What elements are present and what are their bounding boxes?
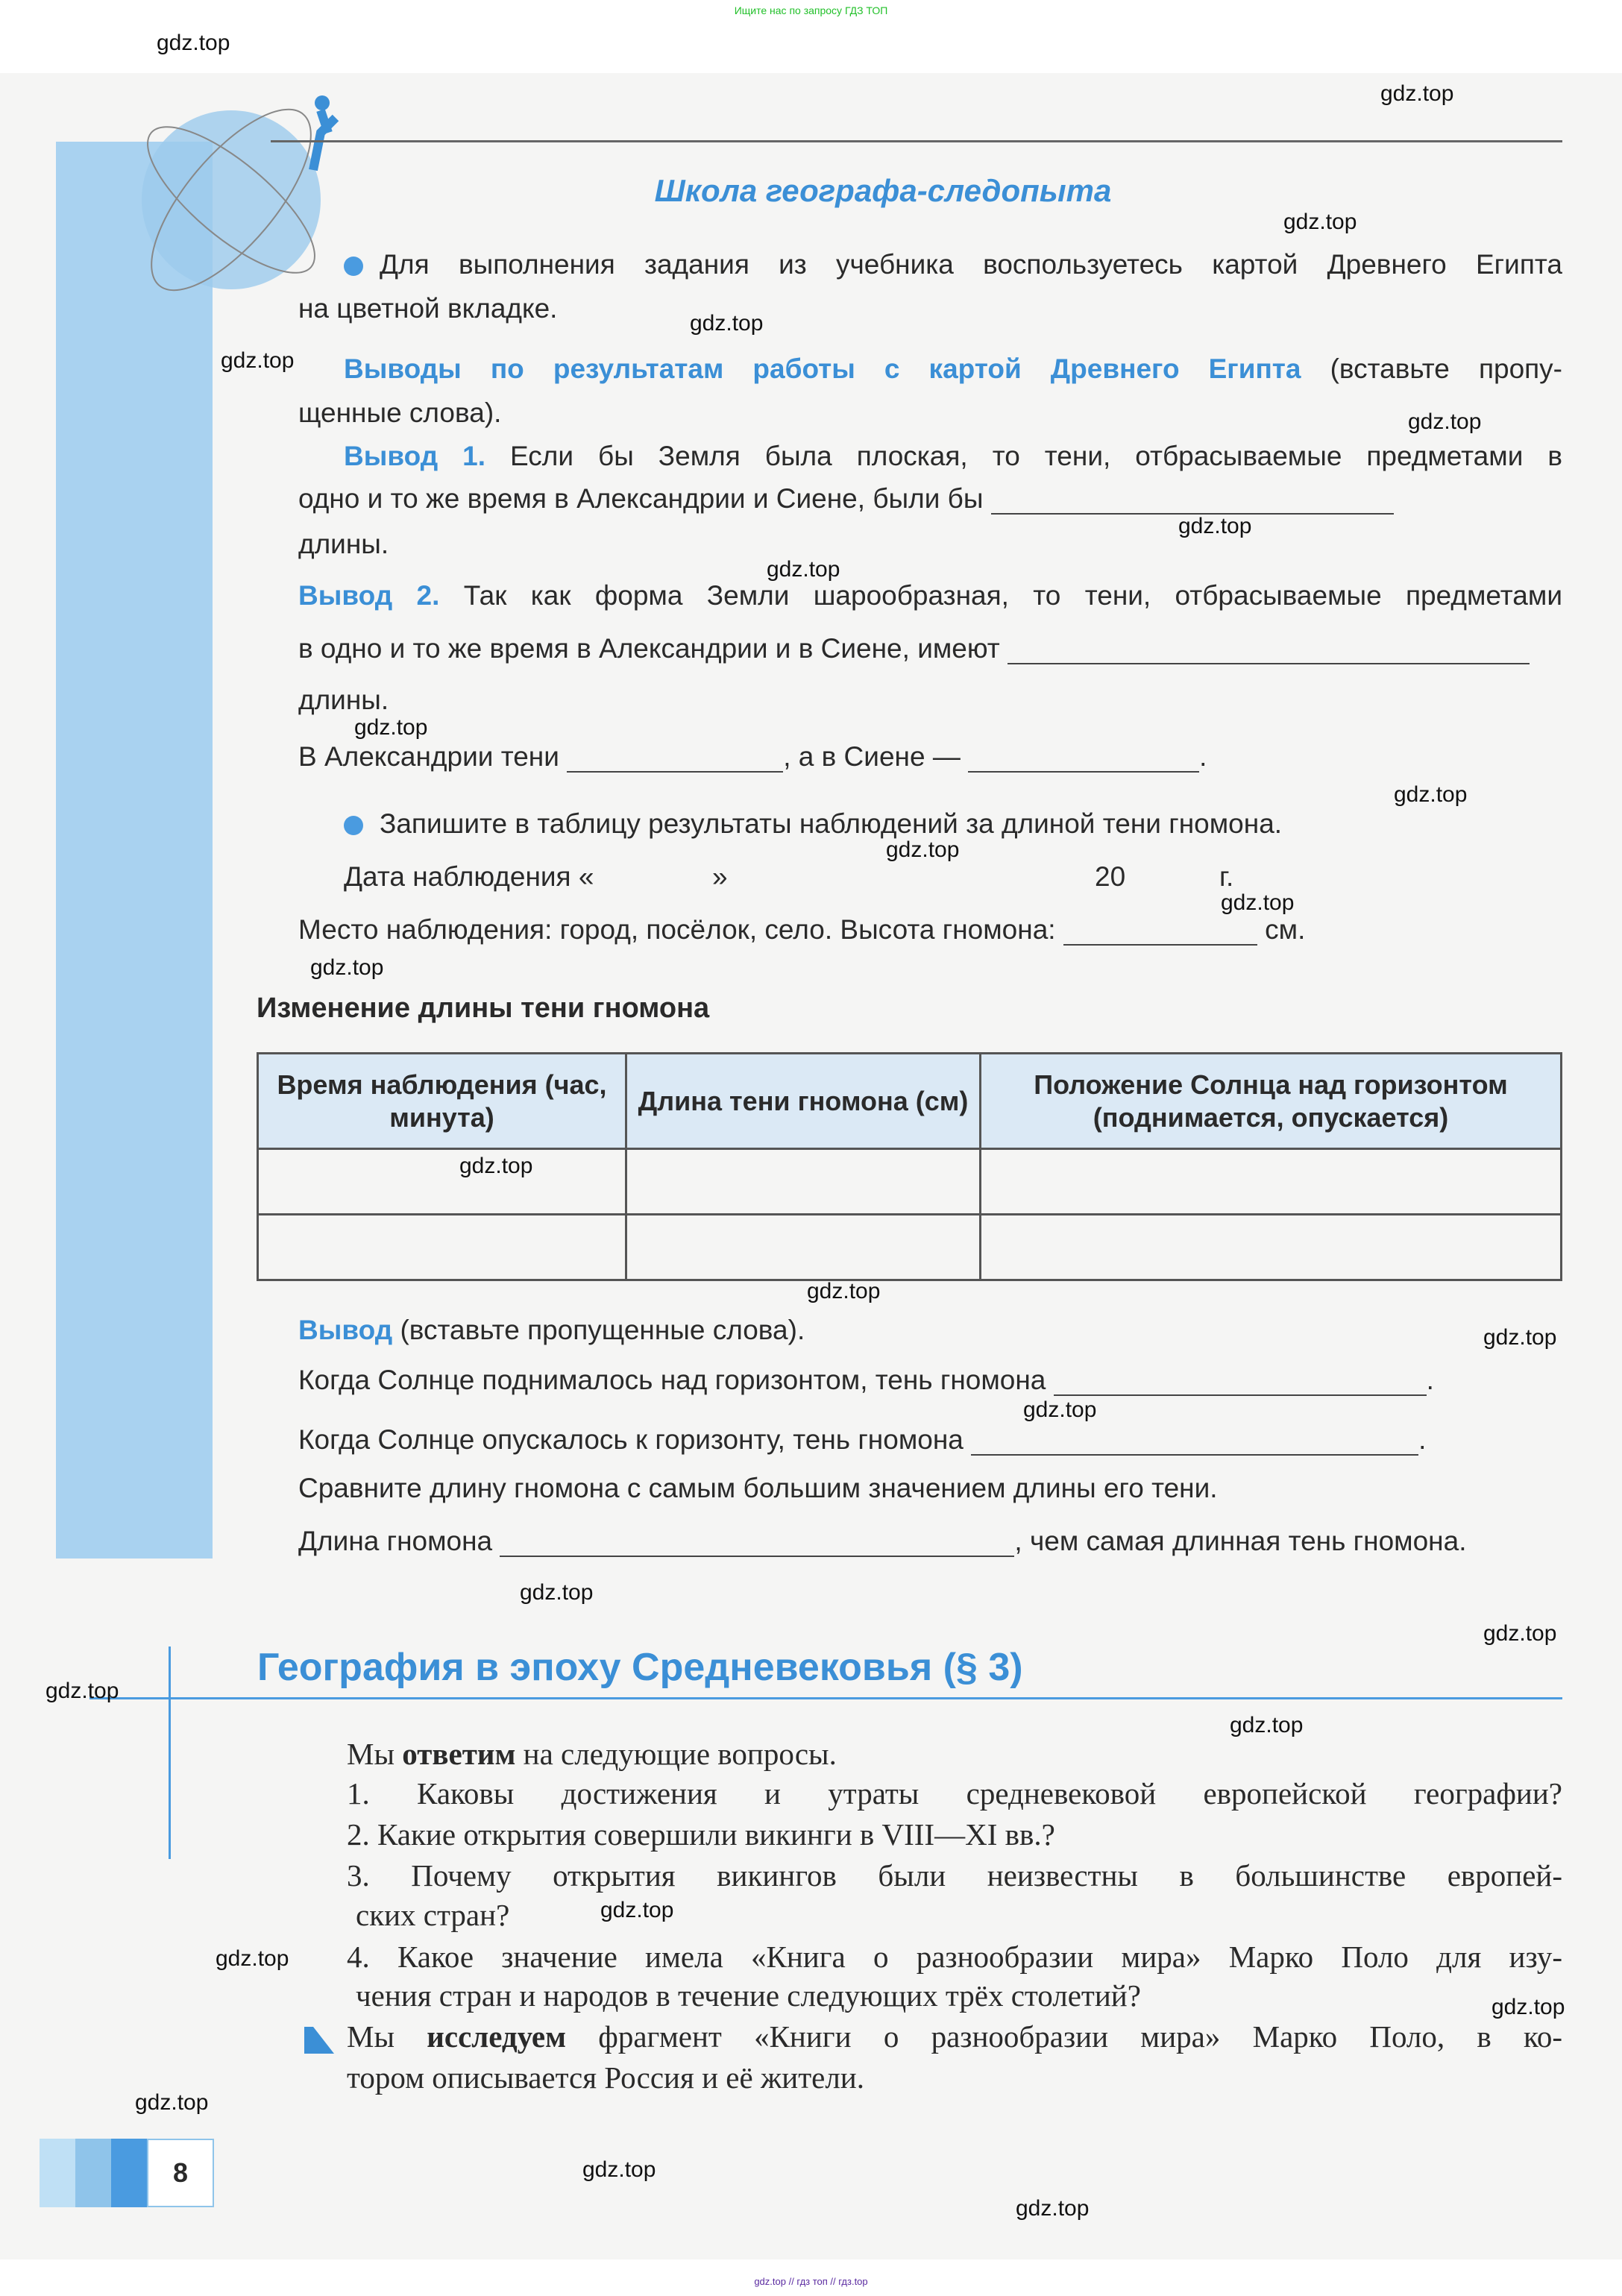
side-bar [56,142,213,1559]
watermark: gdz.top [216,1946,289,1971]
conclusion-1-label: Вывод 1. [344,441,486,471]
section-title: Школа географа-следопыта [654,173,1112,208]
watermark: gdz.top [767,557,840,582]
conclusion-2 [298,580,1562,611]
table-cell[interactable] [981,1215,1562,1280]
watermark: gdz.top [1408,409,1482,434]
marker-icon [304,2027,334,2054]
watermark: gdz.top [310,955,384,980]
intro-line: Для выполнения задания из учебника воспользуетесь картой Древнего Египта [380,249,1562,280]
alexandria-line [298,741,1562,773]
conclusion-1-line-2 [298,483,1562,515]
watermark: gdz.top [1230,1713,1304,1737]
answer-blank[interactable] [968,750,1199,773]
divider [271,140,1562,142]
page-number: 8 [147,2139,214,2207]
question-item: 2. Какие открытия совершили викинги в VIII—XI вв.? [347,1817,1055,1852]
height-blank[interactable] [1063,923,1257,946]
text: , чем самая длинная тень гномона. [1014,1526,1467,1556]
table-row [258,1149,1562,1215]
table-title: Изменение длины тени гномона [257,993,710,1024]
section-heading: География в эпоху Средневековья (§ 3) [257,1646,1023,1689]
compare-text: Сравните длину гномона с самым большим значением длины его тени. [298,1473,1218,1503]
watermark: gdz.top [600,1898,674,1922]
conclusions-title: Выводы по результатам работы с картой Древнего Египта [344,353,1301,384]
conclusion-2-label: Вывод 2. [298,580,440,611]
study-text [347,2019,1562,2054]
text: исследуем [427,2019,567,2054]
watermark: gdz.top [886,837,960,862]
question-setting: Когда Солнце опускалось к горизонту, тень гномона . [298,1424,1427,1455]
conclusions-heading [344,353,1562,385]
intro-text [344,249,1562,280]
text: в одно и то же время в Александрии и в Сиене, имеют [298,633,1000,664]
answer-blank[interactable] [991,492,1394,515]
date-label: Дата наблюдения « [344,861,594,892]
text: Длина гномона [298,1526,493,1556]
watermark: gdz.top [1483,1325,1557,1350]
text: ответим [402,1737,516,1771]
text: . [1199,741,1207,772]
text: , а в Сиене — [783,741,961,772]
text: Место наблюдения: город, посёлок, село. Высота гномона: [298,914,1056,945]
answer-blank[interactable] [567,750,783,773]
place-line [298,914,1305,946]
answer-blank[interactable] [1054,1374,1427,1396]
conclusions-note: (вставьте пропу- [1301,353,1562,384]
intro-line-2: на цветной вкладке. [298,293,558,324]
watermark: gdz.top [1380,81,1454,106]
conclusion-3-label: Вывод [298,1315,393,1345]
table-row [258,1215,1562,1280]
table-header: Время наблюдения (час, минута) [258,1054,626,1149]
question-item: 1. Каковы достижения и утраты средневековой европейской географии? [347,1776,1562,1811]
watermark: gdz.top [1221,890,1295,915]
table-cell[interactable] [258,1215,626,1280]
conclusion-2-text: Так как форма Земли шарообразная, то тени, отбрасываемые предметами [439,580,1562,611]
watermark: gdz.top [690,311,764,336]
text: Когда Солнце опускалось к горизонту, тень гномона [298,1424,964,1455]
table-header: Длина тени гномона (см) [626,1054,981,1149]
text: фрагмент «Книги о разнообразии мира» Марко Поло, в ко- [566,2019,1562,2054]
conclusion-3 [298,1315,1562,1350]
day-blank[interactable] [643,865,710,887]
question-item: ских стран? [356,1898,510,1932]
answer-blank[interactable] [500,1535,1014,1557]
text: Мы [347,2019,427,2054]
question-item: чения стран и народов в течение следующих трёх столетий? [356,1978,1141,2013]
search-hint: Ищите нас по запросу ГДЗ ТОП [734,4,888,16]
watermark: gdz.top [1283,210,1357,234]
conclusion-2-line-2 [298,633,1562,664]
question-item: 3. Почему открытия викингов были неизвестны в большинстве европей- [347,1858,1562,1893]
table-cell[interactable] [981,1149,1562,1215]
watermark: gdz.top [45,1679,119,1703]
watermark: gdz.top [459,1154,533,1178]
table-header: Положение Солнца над горизонтом (поднимается, опускается) [981,1054,1562,1149]
answer-blank[interactable] [971,1433,1418,1456]
conclusions-note-2: щенные слова). [298,397,502,428]
watermark: gdz.top [1483,1621,1557,1646]
date-quote-close: » [712,861,728,892]
gnomon-length-line [298,1526,1562,1557]
year-blank[interactable] [1134,865,1208,887]
divider [89,1697,1562,1699]
conclusion-1-line-3: длины. [298,529,389,559]
bullet-icon [344,816,363,835]
observation-table [257,1052,1562,1281]
month-blank[interactable] [746,865,880,887]
text: В Александрии тени [298,741,559,772]
conclusion-1-text: Если бы Земля была плоская, то тени, отбрасываемые предметами в [485,441,1562,471]
question-rising: Когда Солнце поднималось над горизонтом, тень гномона . [298,1365,1434,1395]
table-cell[interactable] [626,1149,981,1215]
answer-blank[interactable] [1008,642,1530,664]
conclusion-1 [344,441,1562,472]
watermark: gdz.top [1394,782,1468,807]
watermark: gdz.top [1016,2196,1090,2221]
watermark: gdz.top [1491,1995,1565,2019]
watermark: gdz.top [1178,514,1252,538]
conclusion-2-line-3: длины. [298,685,389,715]
task-table [344,808,1562,840]
date-year-suffix: г. [1219,861,1234,892]
watermark: gdz.top [1023,1397,1097,1422]
page-number-box [40,2139,214,2207]
table-cell[interactable] [258,1149,626,1215]
text: Мы [347,1737,403,1771]
watermark: gdz.top [582,2157,656,2182]
text: Когда Солнце поднималось над горизонтом, тень гномона [298,1365,1046,1395]
date-century: 20 [1095,861,1126,892]
question-item: 4. Какое значение имела «Книга о разнообразии мира» Марко Поло для изу- [347,1940,1562,1974]
watermark: gdz.top [520,1580,594,1605]
study-text-2: тором описывается Россия и её жители. [347,2060,864,2095]
watermark: gdz.top [354,715,428,740]
divider [169,1646,171,1859]
watermark: gdz.top [157,31,230,55]
watermark: gdz.top [807,1279,881,1303]
questions-intro [347,1737,1562,1771]
watermark: gdz.top [135,2090,209,2115]
watermark: gdz.top [221,348,295,373]
task-text: Запишите в таблицу результаты наблюдений за длиной тени гномона. [380,808,1283,839]
bullet-icon [344,257,363,276]
table-cell[interactable] [626,1215,981,1280]
text: на следующие вопросы. [515,1737,837,1771]
text: одно и то же время в Александрии и Сиене, были бы [298,483,984,514]
text: (вставьте пропущенные слова). [392,1315,805,1345]
footer-note: gdz.top // гдз топ // гдз.top [754,2276,868,2287]
text: см. [1265,914,1306,945]
